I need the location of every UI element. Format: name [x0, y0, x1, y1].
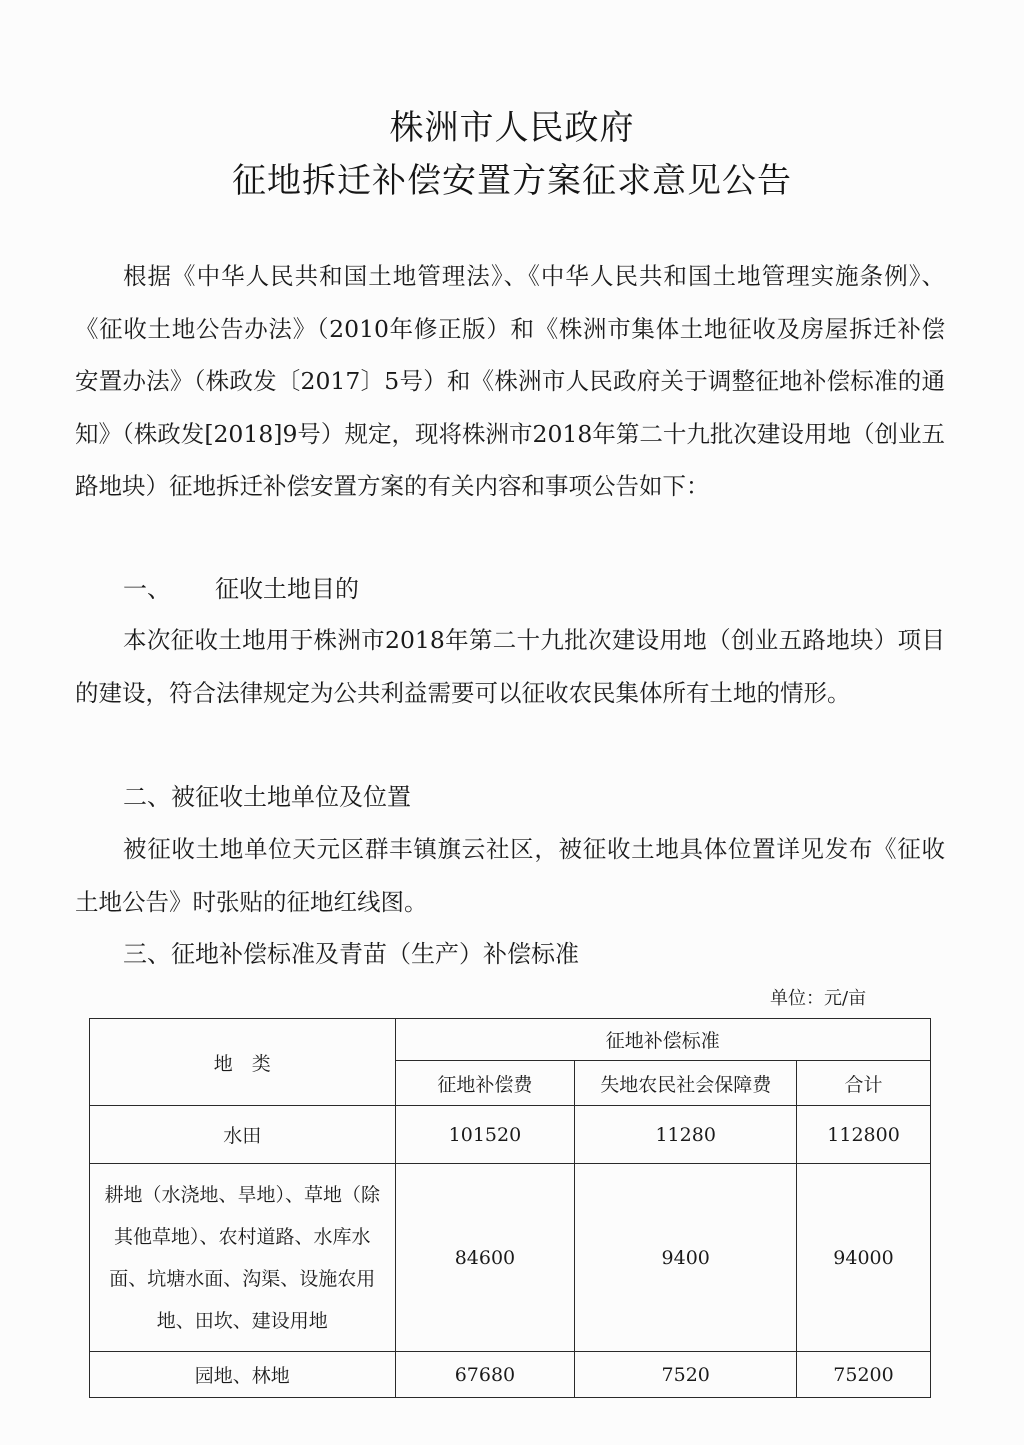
category-line: 面、坑塘水面、沟渠、设施农用 [109, 1267, 376, 1290]
compensation-table [89, 1018, 931, 1398]
intro-paragraph: 根据《中华人民共和国土地管理法》、《中华人民共和国土地管理实施条例》、《征收土地公告办法》（2010年修正版）和《株洲市集体土地征收及房屋拆迁补偿安置办法》（株政发〔2017〕5号）和《株洲市人民政府关于调整征地补偿标准的通知》（株政发[2018]9号）规定，现将株洲市2018年第二十九批次建设用地（创业五路地块）征地拆迁补偿安置方案的有关内容和事项公告如下： [75, 262, 945, 501]
category-cell [90, 1164, 396, 1352]
value-cell: 9400 [575, 1164, 797, 1352]
table-row [90, 1164, 931, 1352]
column-header: 征地补偿费 [395, 1061, 575, 1106]
value-cell: 7520 [575, 1352, 797, 1398]
table-row [90, 1106, 931, 1164]
category-line: 其他草地）、农村道路、水库水 [114, 1225, 371, 1248]
category-cell: 水田 [90, 1106, 396, 1164]
section-1-body: 本次征收土地用于株洲市2018年第二十九批次建设用地（创业五路地块）项目的建设，符合法律规定为公共利益需要可以征收农民集体所有土地的情形。 [75, 626, 945, 707]
value-cell: 101520 [395, 1106, 575, 1164]
category-header: 地 类 [90, 1019, 396, 1106]
category-cell: 园地、林地 [90, 1352, 396, 1398]
section-1-heading [75, 563, 945, 615]
group-header: 征地补偿标准 [395, 1019, 930, 1061]
column-header: 失地农民社会保障费 [575, 1061, 797, 1106]
section-2-heading: 二、被征收土地单位及位置 [123, 783, 411, 811]
category-line: 耕地（水浇地、旱地）、草地（除 [104, 1183, 381, 1206]
title-line-2: 征地拆迁补偿安置方案征求意见公告 [232, 161, 792, 201]
value-cell: 84600 [395, 1164, 575, 1352]
section-1-number: 一、 [123, 575, 171, 603]
section-2-body: 被征收土地单位天元区群丰镇旗云社区，被征收土地具体位置详见发布《征收土地公告》时张贴的征地红线图。 [75, 835, 945, 916]
table-header-row [90, 1019, 931, 1061]
section-1-title: 征收土地目的 [215, 575, 359, 603]
title-line-1: 株洲市人民政府 [389, 108, 635, 148]
unit-label: 单位：元/亩 [770, 988, 867, 1009]
value-cell: 11280 [575, 1106, 797, 1164]
value-cell: 94000 [797, 1164, 931, 1352]
column-header: 合计 [797, 1061, 931, 1106]
value-cell: 75200 [797, 1352, 931, 1398]
category-line: 地、田坎、建设用地 [156, 1309, 328, 1332]
value-cell: 67680 [395, 1352, 575, 1398]
table-row [90, 1352, 931, 1398]
section-3-heading: 三、征地补偿标准及青苗（生产）补偿标准 [123, 940, 579, 968]
value-cell: 112800 [797, 1106, 931, 1164]
